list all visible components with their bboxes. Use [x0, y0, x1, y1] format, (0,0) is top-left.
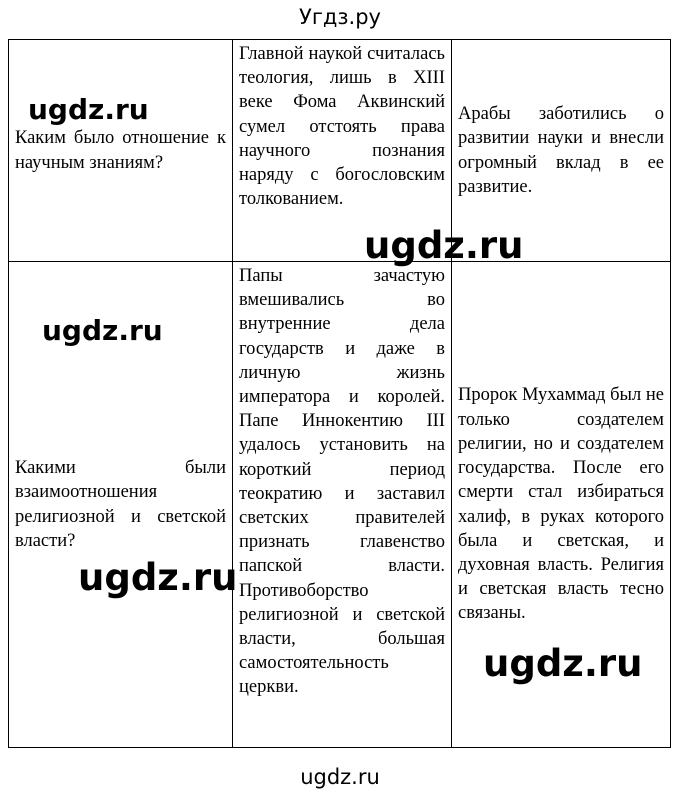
question-cell: Какими были взаимоотношения религиозной и светской власти?	[9, 262, 233, 748]
europe-cell: Главной наукой считалась теология, лишь в XIII веке Фома Аквинский сумел отстоять права научного познания наряду с богословским толкованием.	[233, 40, 452, 262]
table-row	[9, 40, 671, 262]
watermark: ugdz.ru	[483, 642, 643, 685]
watermark: ugdz.ru	[28, 93, 149, 126]
question-cell: Каким было отношение к научным знаниям?	[9, 40, 233, 262]
page-footer: ugdz.ru	[300, 765, 380, 789]
europe-cell: Папы зачастую вмешивались во внутренние дела государств и даже в личную жизнь императора и королей. Папе Иннокентию III удалось установить на короткий период теократию и заставил светских правителей признать главенство папской власти. Противоборство религиозной и светской власти, большая самостоятельность церкви.	[233, 262, 452, 748]
watermark: ugdz.ru	[42, 314, 163, 347]
arab-cell: Пророк Мухаммад был не только создателем религии, но и создателем государства. После его смерти стал избираться халиф, в руках которого была и светская, и духовная власть. Религия и светская власть тесно связаны.	[452, 262, 671, 748]
page-header: Угдз.ру	[299, 5, 381, 29]
arab-cell: Арабы заботились о развитии науки и внесли огромный вклад в ее развитие.	[452, 40, 671, 262]
watermark: ugdz.ru	[364, 224, 524, 267]
watermark: ugdz.ru	[78, 556, 238, 599]
